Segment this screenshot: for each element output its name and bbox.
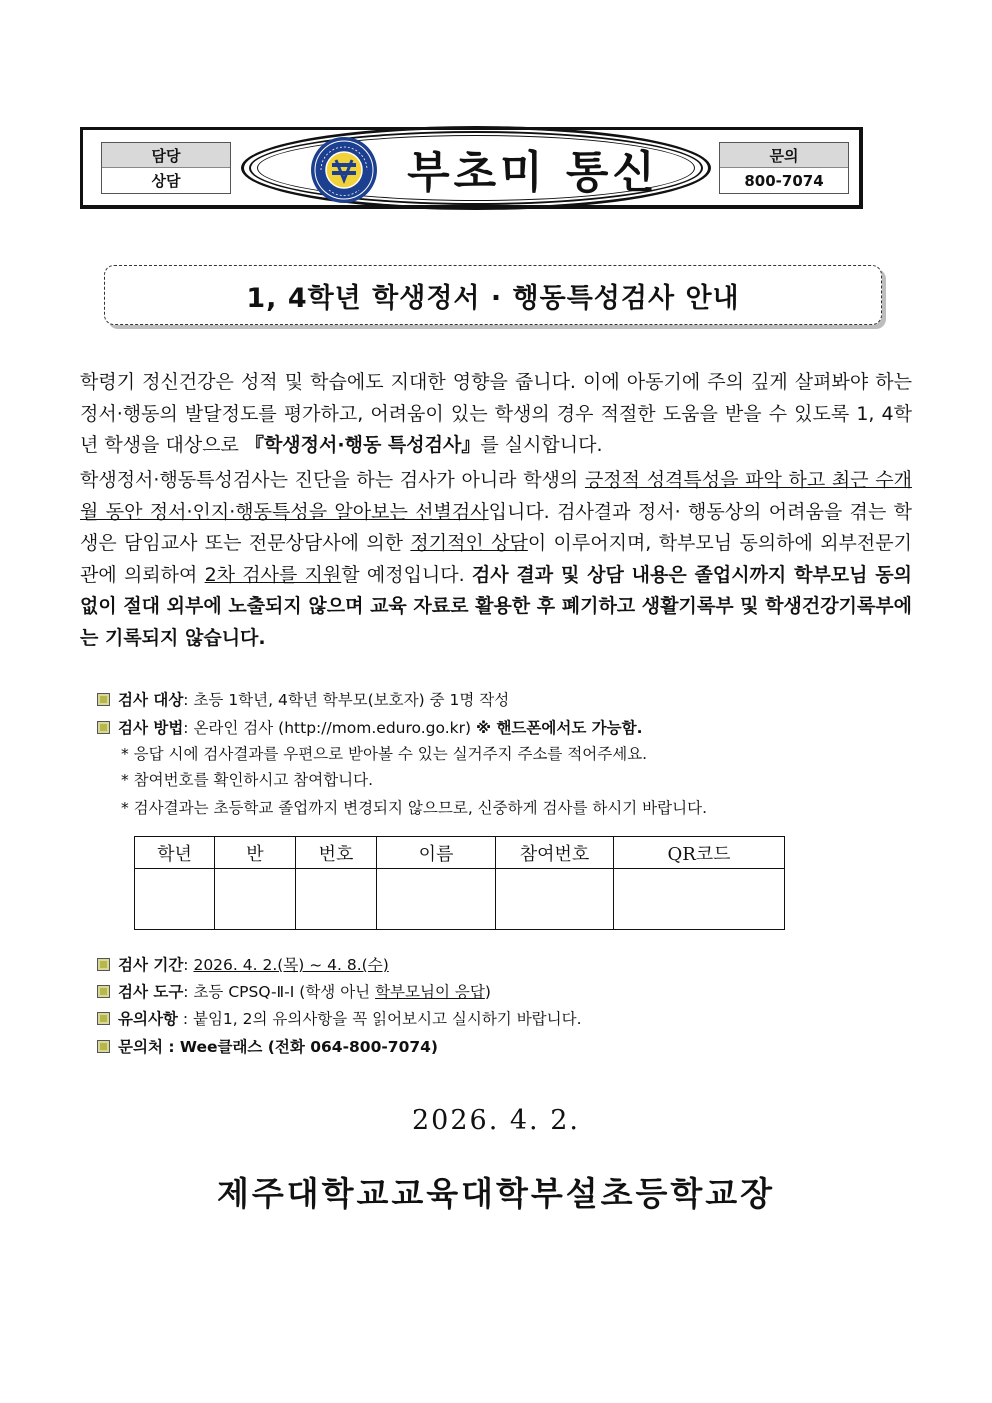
tag-value: 800-7074 xyxy=(744,171,824,190)
text-run: 학생정서·행동특성검사는 진단을 하는 검사가 아니라 학생의 xyxy=(80,469,585,491)
item-underlined: 학부모님이 응답 xyxy=(375,983,485,1001)
underlined-text: 긍정적 성격특성을 파악 하고 최근 수개월 동안 정서·인지·행동특성을 알아보는 선별검사 xyxy=(80,469,912,523)
square-bullet-icon xyxy=(97,985,110,998)
text-run: 를 실시합니다. xyxy=(480,434,603,456)
column-header: 반 xyxy=(215,837,296,869)
item-value: : 초등 1학년, 4학년 학부모(보호자) 중 1명 작성 xyxy=(183,691,510,709)
underlined-text: 정기적인 상담 xyxy=(410,532,528,554)
number-cell[interactable] xyxy=(296,869,377,930)
text-run: 할 예정입니다. xyxy=(341,563,472,586)
principal-signature: 제주대학교교육대학부설초등학교장 xyxy=(216,1174,776,1213)
column-header: 이름 xyxy=(377,837,496,869)
document-date: 2026. 4. 2. xyxy=(412,1105,580,1136)
qr-code-cell[interactable] xyxy=(614,869,785,930)
item-label: 검사 방법 xyxy=(118,719,184,737)
list-item xyxy=(97,717,643,739)
school-emblem-icon xyxy=(309,136,379,204)
square-bullet-icon xyxy=(97,693,110,706)
document-title-box xyxy=(104,265,882,325)
item-sep: : xyxy=(183,956,194,974)
item-label: 검사 도구 xyxy=(118,983,184,1001)
item-value: : 온라인 검사 (http://mom.eduro.go.kr) xyxy=(183,719,476,737)
note-address: * 응답 시에 검사결과를 우편으로 받아볼 수 있는 실거주지 주소를 적어주세요. xyxy=(121,745,648,763)
item-value: : 초등 CPSQ-Ⅱ-Ⅰ (학생 아닌 xyxy=(183,983,376,1001)
intro-paragraph xyxy=(80,367,912,462)
item-extra: ※ 핸드폰에서도 가능함. xyxy=(475,719,643,737)
item-label: 검사 기간 xyxy=(118,956,184,974)
list-item xyxy=(97,1008,582,1030)
square-bullet-icon xyxy=(97,958,110,971)
note-participation: * 참여번호를 확인하시고 참여합니다. xyxy=(121,771,374,789)
student-info-table xyxy=(134,836,785,930)
table-header-row xyxy=(135,837,785,869)
column-header: 참여번호 xyxy=(496,837,614,869)
item-value: : 붙임1, 2의 유의사항을 꼭 읽어보시고 실시하기 바랍니다. xyxy=(177,1010,582,1028)
item-end: ) xyxy=(484,983,491,1001)
document-title: 1, 4학년 학생정서 · 행동특성검사 안내 xyxy=(246,282,740,314)
note-no-change: * 검사결과는 초등학교 졸업까지 변경되지 않으므로, 신중하게 검사를 하시기 바랍니다. xyxy=(121,799,708,817)
square-bullet-icon xyxy=(97,721,110,734)
square-bullet-icon xyxy=(97,1040,110,1053)
underlined-text: 2차 검사를 지원 xyxy=(204,563,342,586)
contact-info: 문의처 : Wee클래스 (전화 064-800-7074) xyxy=(118,1038,439,1056)
person-in-charge-tag xyxy=(101,142,231,194)
item-value: 2026. 4. 2.(목) ~ 4. 8.(수) xyxy=(193,956,389,974)
item-label: 유의사항 xyxy=(118,1010,178,1028)
participation-number-cell[interactable] xyxy=(496,869,614,930)
survey-name: 『학생정서·행동 특성검사』 xyxy=(244,434,481,456)
list-item xyxy=(97,981,491,1003)
name-cell[interactable] xyxy=(377,869,496,930)
class-cell[interactable] xyxy=(215,869,296,930)
newsletter-title: 부초미 통신 xyxy=(407,147,659,198)
list-item xyxy=(97,1036,438,1058)
inquiry-tag xyxy=(719,142,849,194)
list-item xyxy=(97,954,389,976)
newsletter-header xyxy=(80,127,863,209)
text-run: 입니다. 검사결과 정서· 행동상의 어려움을 겪는 학생은 담임교사 또는 전문상담사에 의한 xyxy=(80,500,912,554)
item-label: 검사 대상 xyxy=(118,691,184,709)
grade-cell[interactable] xyxy=(135,869,215,930)
text-run: 학령기 정신건강은 성적 및 학습에도 지대한 영향을 줍니다. 이에 아동기에 주의 깊게 살펴봐야 하는 정서·행동의 발달정도를 평가하고, 어려움이 있는 학생의 경우 적절한 도움을 받을 수 있도록 1, 4학년 학생을 대상으로 xyxy=(80,371,912,456)
text-run: 이 이루어지며, 학부모님 동의하에 외부전문기관에 의뢰하여 xyxy=(80,532,912,586)
tag-label: 문의 xyxy=(720,143,848,168)
tag-label: 담당 xyxy=(102,143,230,168)
column-header: QR코드 xyxy=(614,837,785,869)
privacy-notice: 검사 결과 및 상담 내용은 졸업시까지 학부모님 동의 없이 절대 외부에 노출되지 않으며 교육 자료로 활용한 후 폐기하고 생활기록부 및 학생건강기록부에는 기록되지 않습니다. xyxy=(80,563,912,649)
detail-paragraph xyxy=(80,465,912,654)
tag-value: 상담 xyxy=(151,172,181,190)
table-row xyxy=(135,869,785,930)
list-item xyxy=(97,689,509,711)
square-bullet-icon xyxy=(97,1012,110,1025)
column-header: 학년 xyxy=(135,837,215,869)
column-header: 번호 xyxy=(296,837,377,869)
